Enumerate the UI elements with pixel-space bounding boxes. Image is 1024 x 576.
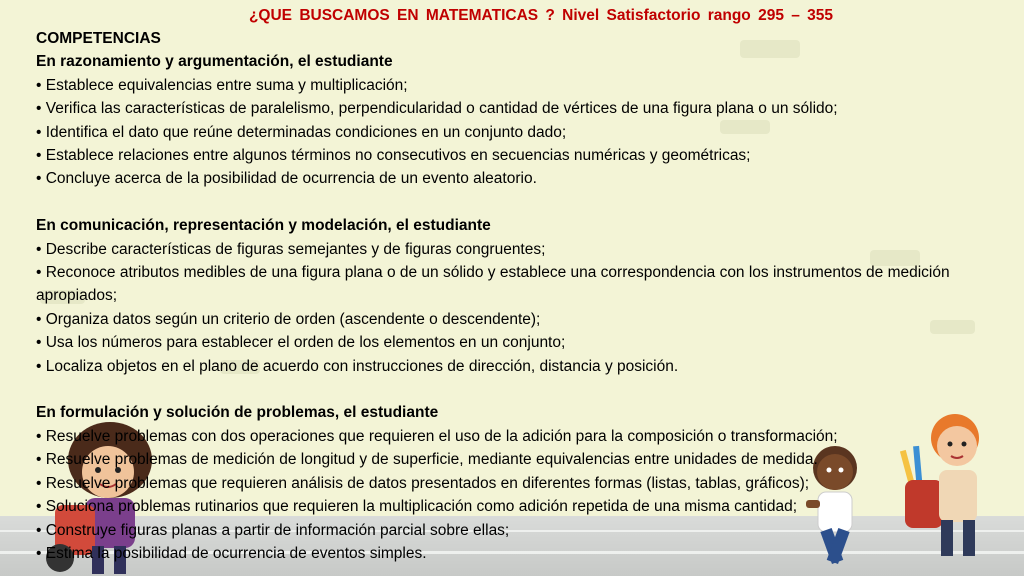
section-heading: En comunicación, representación y modelación, el estudiante xyxy=(36,217,491,235)
list-item: • Resuelve problemas de medición de longitud y de superficie, mediante equivalencias entre unidades de medida. xyxy=(36,451,818,469)
list-item: • Organiza datos según un criterio de orden (ascendente o descendente); xyxy=(36,310,541,328)
list-item: • Concluye acerca de la posibilidad de ocurrencia de un evento aleatorio. xyxy=(36,170,537,188)
competencias-heading: COMPETENCIAS xyxy=(36,30,161,47)
section-heading: En razonamiento y argumentación, el estudiante xyxy=(36,53,393,71)
list-item: • Localiza objetos en el plano de acuerdo con instrucciones de dirección, distancia y posición. xyxy=(36,357,679,375)
list-item: • Soluciona problemas rutinarios que requieren la multiplicación como adición repetida de una misma cantidad; xyxy=(36,498,798,516)
list-item: • Verifica las características de paralelismo, perpendicularidad o cantidad de vértices de una figura plana o un sólido; xyxy=(36,100,838,118)
section-heading: En formulación y solución de problemas, el estudiante xyxy=(36,404,439,422)
spacer xyxy=(36,378,986,401)
slide-content xyxy=(36,4,986,565)
spacer xyxy=(36,191,986,214)
list-item: • Reconoce atributos medibles de una figura plana o de un sólido y establece una correspondencia con los instrumentos de medición apropiados; xyxy=(36,264,950,305)
slide-title: ¿QUE BUSCAMOS EN MATEMATICAS ? Nivel Satisfactorio rango 295 – 355 xyxy=(248,7,834,24)
list-item: • Resuelve problemas que requieren análisis de datos presentados en diferentes formas (listas, tablas, gráficos); xyxy=(36,474,810,492)
list-item: • Construye figuras planas a partir de información parcial sobre ellas; xyxy=(36,521,510,539)
list-item: • Resuelve problemas con dos operaciones que requieren el uso de la adición para la composición o transformación; xyxy=(36,427,838,445)
list-item: • Usa los números para establecer el orden de los elementos en un conjunto; xyxy=(36,334,566,352)
list-item: • Establece relaciones entre algunos términos no consecutivos en secuencias numéricas y geométricas; xyxy=(36,147,751,165)
list-item: • Estima la posibilidad de ocurrencia de eventos simples. xyxy=(36,544,427,562)
list-item: • Identifica el dato que reúne determinadas condiciones en un conjunto dado; xyxy=(36,123,567,141)
list-item: • Establece equivalencias entre suma y multiplicación; xyxy=(36,76,408,94)
list-item: • Describe características de figuras semejantes y de figuras congruentes; xyxy=(36,240,546,258)
